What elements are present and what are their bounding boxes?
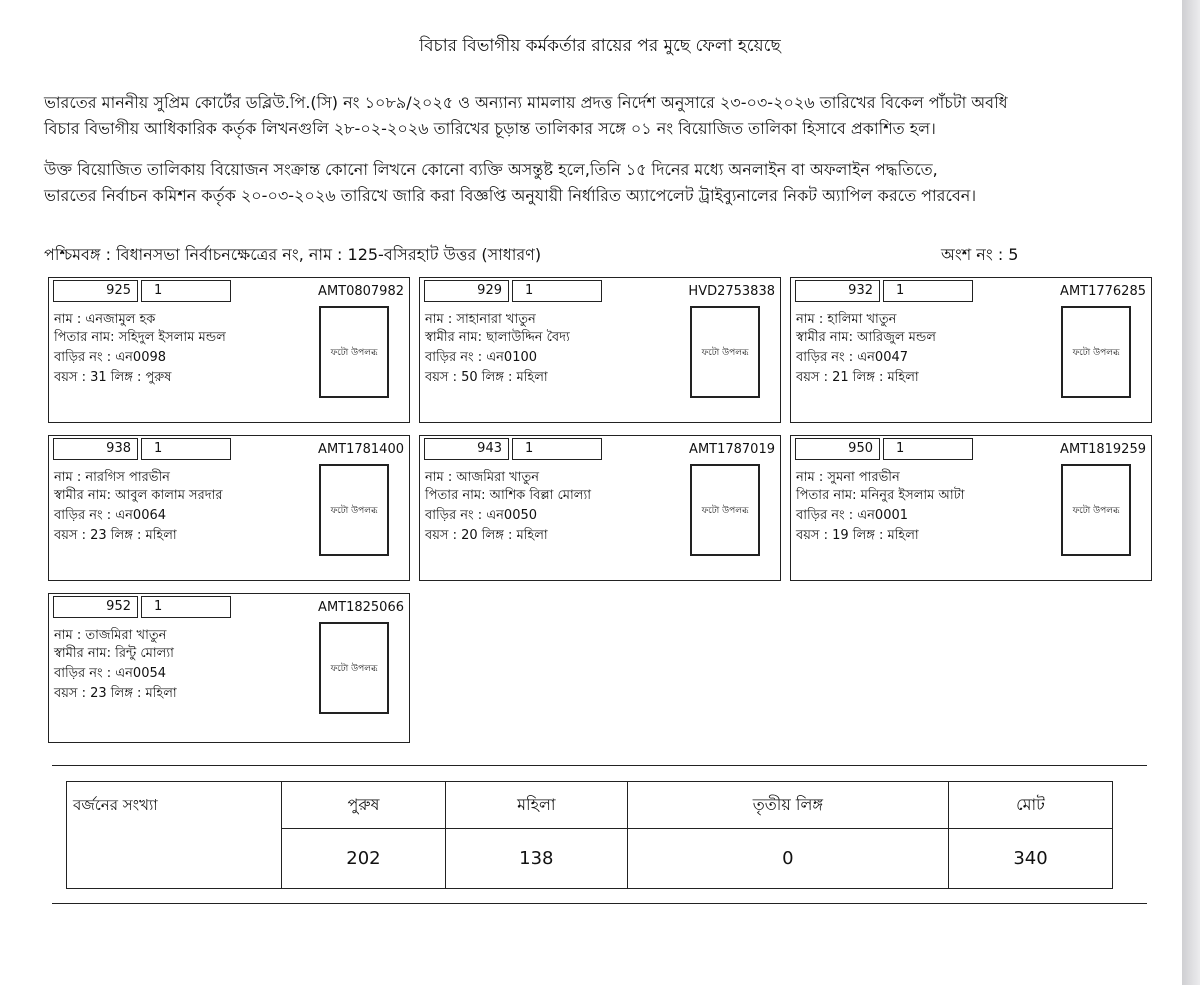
epic-number: AMT1776285 [1060,284,1146,299]
relation-name: পিতার নাম: মনিনুর ইসলাম আটা [796,488,965,503]
value-female: 138 [445,829,627,889]
photo-box: ফটো উপলব্ধ [1061,306,1131,398]
serial-number: 943 [424,438,509,460]
voter-name: নাম : সুমনা পারভীন [796,470,900,485]
relation-name: পিতার নাম: আশিক বিল্লা মোল্যা [425,488,592,503]
page-edge [1182,0,1200,985]
relation-name: স্বামীর নাম: ছালাউদ্দিন বৈদ্য [425,330,570,345]
photo-box: ফটো উপলব্ধ [319,306,389,398]
photo-box: ফটো উপলব্ধ [319,622,389,714]
value-total: 340 [949,829,1113,889]
header-total: মোট [949,782,1113,829]
value-third-gender: 0 [627,829,948,889]
age-gender: বয়স : 31 লিঙ্গ : পুরুষ [54,370,172,385]
age-gender: বয়স : 23 লিঙ্গ : মহিলা [54,528,177,543]
serial-number: 950 [795,438,880,460]
section-number: 1 [141,280,231,302]
house-number: বাড়ির নং : এন0001 [796,508,909,523]
section-number: 1 [883,280,973,302]
house-number: বাড়ির নং : এন0047 [796,350,909,365]
section-number: 1 [883,438,973,460]
voter-name: নাম : নারগিস পারভীন [54,470,170,485]
notice-line: উক্ত বিয়োজিত তালিকায় বিয়োজন সংক্রান্ত কোনো লিখনে কোনো ব্যক্তি অসন্তুষ্ট হলে,তিনি ১৫ দিনের মধ্যে অনলাইন বা অফলাইন পদ্ধতিতে, [44,160,938,179]
age-gender: বয়স : 20 লিঙ্গ : মহিলা [425,528,548,543]
deletion-summary-table [66,781,1113,889]
age-gender: বয়স : 19 লিঙ্গ : মহিলা [796,528,919,543]
voter-card [48,277,410,423]
voter-name: নাম : সাহানারা খাতুন [425,312,536,327]
relation-name: পিতার নাম: সহিদুল ইসলাম মন্ডল [54,330,226,345]
epic-number: AMT1819259 [1060,442,1146,457]
photo-box: ফটো উপলব্ধ [690,306,760,398]
voter-name: নাম : তাজমিরা খাতুন [54,628,167,643]
house-number: বাড়ির নং : এন0100 [425,350,538,365]
serial-number: 932 [795,280,880,302]
notice-line: ভারতের মাননীয় সুপ্রিম কোর্টের ডব্লিউ.পি.(সি) নং ১০৮৯/২০২৫ ও অন্যান্য মামলায় প্রদত্ত নির্দেশ অনুসারে ২৩-০৩-২০২৬ তারিখের বিকেল পাঁচটা অবধি [44,93,1008,112]
epic-number: AMT1825066 [318,600,404,615]
serial-number: 929 [424,280,509,302]
section-number: 1 [141,438,231,460]
voter-card [419,277,781,423]
relation-name: স্বামীর নাম: রিন্টু মোল্যা [54,646,174,661]
photo-box: ফটো উপলব্ধ [319,464,389,556]
notice-line: বিচার বিভাগীয় আধিকারিক কর্তৃক লিখনগুলি ২৮-০২-২০২৬ তারিখের চূড়ান্ত তালিকার সঙ্গে ০১ নং বিয়োজিত তালিকা হিসাবে প্রকাশিত হল। [44,119,936,138]
photo-box: ফটো উপলব্ধ [1061,464,1131,556]
serial-number: 925 [53,280,138,302]
epic-number: AMT1787019 [689,442,775,457]
house-number: বাড়ির নং : এন0054 [54,666,167,681]
divider [52,903,1147,904]
relation-name: স্বামীর নাম: আবুল কালাম সরদার [54,488,223,503]
section-number: 1 [141,596,231,618]
voter-name: নাম : হালিমা খাতুন [796,312,897,327]
notice-paragraph-1 [44,90,1164,142]
constituency-label: পশ্চিমবঙ্গ : বিধানসভা নির্বাচনক্ষেত্রের নং, নাম : 125-বসিরহাট উত্তর (সাধারণ) [44,245,542,264]
divider [52,765,1147,766]
serial-number: 938 [53,438,138,460]
voter-card [790,435,1152,581]
summary-label: বর্জনের সংখ্যা [67,782,282,889]
house-number: বাড়ির নং : এন0064 [54,508,167,523]
relation-name: স্বামীর নাম: আরিজুল মন্ডল [796,330,936,345]
age-gender: বয়স : 23 লিঙ্গ : মহিলা [54,686,177,701]
page-title: বিচার বিভাগীয় কর্মকর্তার রায়ের পর মুছে ফেলা হয়েছে [419,36,781,56]
photo-box: ফটো উপলব্ধ [690,464,760,556]
voter-name: নাম : আজমিরা খাতুন [425,470,539,485]
header-female: মহিলা [445,782,627,829]
value-male: 202 [282,829,446,889]
voter-name: নাম : এনজামুল হক [54,312,156,327]
voter-card [48,593,410,743]
notice-line: ভারতের নির্বাচন কমিশন কর্তৃক ২০-০৩-২০২৬ তারিখে জারি করা বিজ্ঞপ্তি অনুযায়ী নির্ধারিত অ্যাপেলেট ট্রাইব্যুনালের নিকট অ্যাপিল করতে পারবেন। [44,186,977,205]
epic-number: AMT0807982 [318,284,404,299]
notice-paragraph-2 [44,157,1164,209]
age-gender: বয়স : 50 লিঙ্গ : মহিলা [425,370,548,385]
voter-card [790,277,1152,423]
house-number: বাড়ির নং : এন0098 [54,350,167,365]
part-number: অংশ নং : 5 [941,245,1019,264]
header-third-gender: তৃতীয় লিঙ্গ [627,782,948,829]
section-number: 1 [512,438,602,460]
voter-card [419,435,781,581]
serial-number: 952 [53,596,138,618]
age-gender: বয়স : 21 লিঙ্গ : মহিলা [796,370,919,385]
epic-number: AMT1781400 [318,442,404,457]
epic-number: HVD2753838 [688,284,775,299]
header-male: পুরুষ [282,782,446,829]
section-number: 1 [512,280,602,302]
house-number: বাড়ির নং : এন0050 [425,508,538,523]
voter-card [48,435,410,581]
